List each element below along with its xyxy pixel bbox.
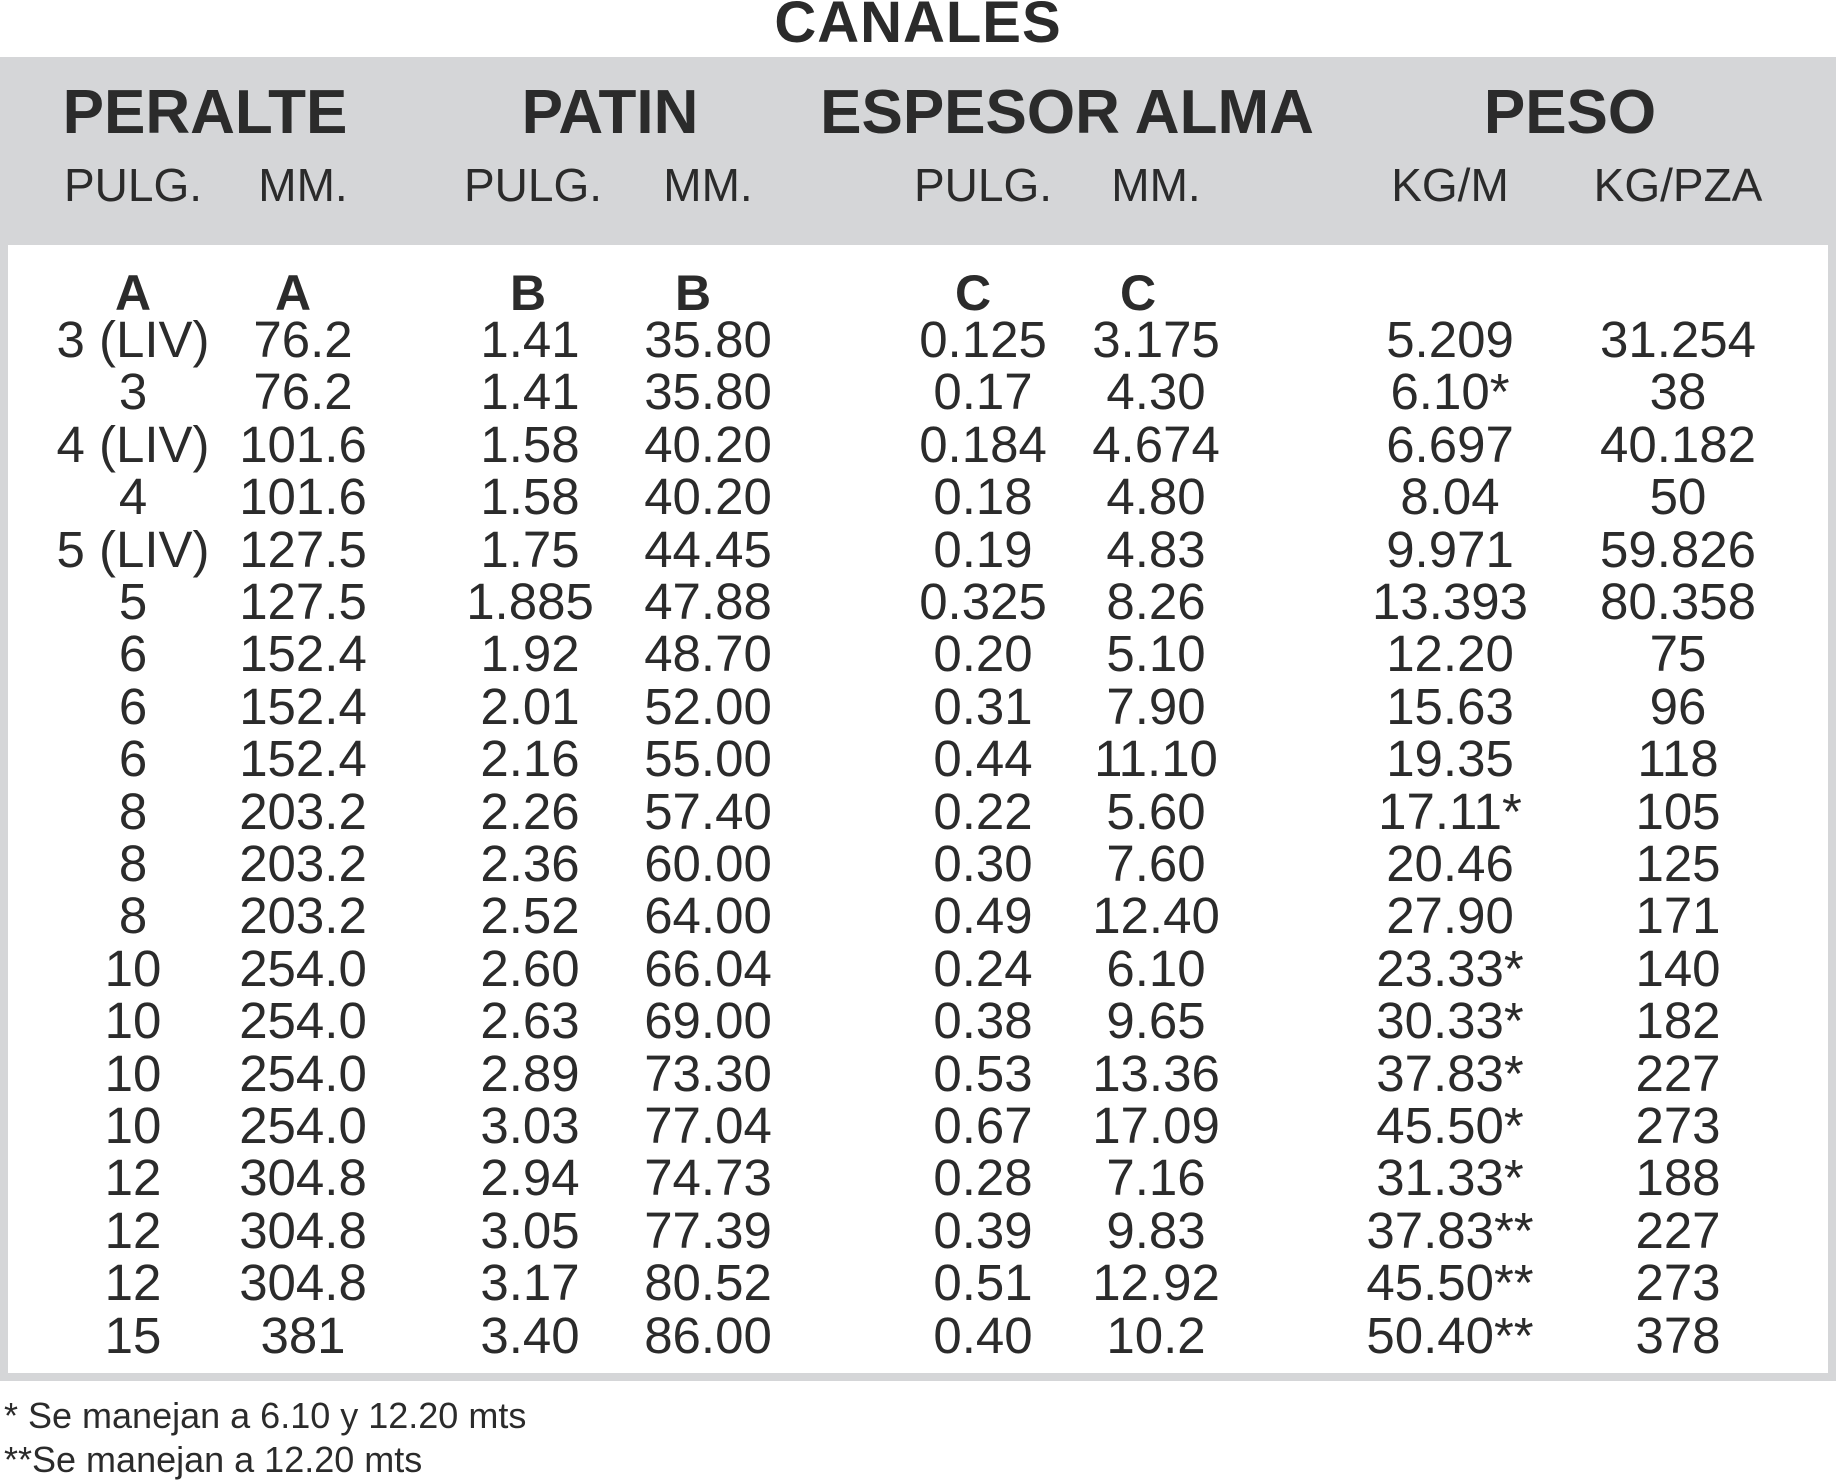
cell-peralte-pulg: 8 bbox=[118, 782, 148, 840]
cell-peso-kgm: 5.209 bbox=[1386, 311, 1514, 368]
cell-alma-mm: 7.16 bbox=[1106, 1149, 1206, 1207]
cell-peralte-pulg: 15 bbox=[104, 1306, 162, 1364]
cell-peralte-mm: 152.4 bbox=[239, 730, 367, 788]
header-espesor-alma: ESPESOR ALMA bbox=[820, 78, 1314, 147]
cell-alma-mm: 9.65 bbox=[1106, 992, 1206, 1050]
cell-patin-pulg: 1.58 bbox=[480, 468, 580, 526]
unit-patin-pulg: PULG. bbox=[463, 159, 603, 211]
cell-patin-mm: 57.40 bbox=[644, 782, 772, 840]
cell-peralte-mm: 76.2 bbox=[253, 363, 353, 421]
cell-alma-pulg: 0.30 bbox=[933, 835, 1033, 892]
cell-peralte-mm: 152.4 bbox=[239, 677, 367, 735]
cell-patin-mm: 40.20 bbox=[644, 468, 772, 526]
cell-peso-kgpza: 50 bbox=[1649, 468, 1707, 526]
cell-peralte-mm: 203.2 bbox=[239, 835, 367, 892]
table-row bbox=[0, 625, 1836, 683]
cell-peso-kgpza: 40.182 bbox=[1600, 415, 1756, 473]
cell-patin-mm: 48.70 bbox=[644, 625, 772, 683]
cell-patin-pulg: 3.05 bbox=[480, 1201, 580, 1259]
cell-peralte-mm: 254.0 bbox=[239, 1044, 367, 1102]
cell-alma-mm: 4.30 bbox=[1106, 363, 1206, 421]
cell-peralte-pulg: 5 bbox=[118, 573, 148, 630]
cell-peso-kgm: 15.63 bbox=[1386, 677, 1514, 735]
dim-a-mm: A bbox=[274, 265, 312, 321]
cell-patin-pulg: 2.94 bbox=[480, 1149, 580, 1207]
cell-peso-kgpza: 227 bbox=[1635, 1044, 1721, 1102]
cell-peralte-pulg: 3 bbox=[118, 363, 148, 421]
cell-patin-mm: 64.00 bbox=[644, 887, 772, 945]
cell-peso-kgpza: 105 bbox=[1635, 782, 1721, 840]
cell-peralte-mm: 381 bbox=[260, 1306, 346, 1364]
table-row bbox=[0, 415, 1836, 473]
cell-alma-pulg: 0.53 bbox=[933, 1044, 1033, 1102]
cell-peso-kgm: 45.50* bbox=[1376, 1097, 1524, 1154]
cell-alma-pulg: 0.49 bbox=[933, 887, 1033, 945]
cell-peso-kgpza: 80.358 bbox=[1600, 573, 1756, 630]
cell-peralte-mm: 203.2 bbox=[239, 782, 367, 840]
cell-alma-pulg: 0.28 bbox=[933, 1149, 1033, 1207]
cell-patin-pulg: 2.01 bbox=[480, 677, 580, 735]
cell-alma-mm: 11.10 bbox=[1094, 730, 1218, 788]
cell-alma-mm: 5.60 bbox=[1106, 782, 1206, 840]
cell-peralte-mm: 127.5 bbox=[239, 520, 367, 578]
cell-peralte-pulg: 10 bbox=[104, 992, 162, 1050]
footnote-single-star: * Se manejan a 6.10 y 12.20 mts bbox=[4, 1395, 527, 1436]
cell-alma-mm: 10.2 bbox=[1106, 1306, 1206, 1364]
cell-peralte-mm: 254.0 bbox=[239, 992, 367, 1050]
cell-patin-mm: 74.73 bbox=[644, 1149, 772, 1207]
unit-alma-pulg: PULG. bbox=[913, 159, 1053, 211]
cell-patin-pulg: 2.60 bbox=[480, 939, 580, 997]
cell-alma-mm: 12.92 bbox=[1092, 1254, 1220, 1312]
cell-peralte-mm: 101.6 bbox=[239, 468, 367, 526]
cell-alma-pulg: 0.39 bbox=[933, 1201, 1033, 1259]
cell-alma-pulg: 0.38 bbox=[933, 992, 1033, 1050]
cell-alma-pulg: 0.17 bbox=[933, 363, 1033, 421]
header-peso: PESO bbox=[1483, 78, 1657, 147]
cell-alma-mm: 17.09 bbox=[1092, 1097, 1220, 1154]
cell-peralte-pulg: 4 bbox=[118, 468, 148, 526]
cell-peso-kgpza: 96 bbox=[1649, 677, 1707, 735]
unit-peralte-mm: MM. bbox=[258, 159, 348, 211]
cell-peralte-mm: 203.2 bbox=[239, 887, 367, 945]
header-patin: PATIN bbox=[521, 78, 699, 147]
unit-alma-mm: MM. bbox=[1111, 159, 1201, 211]
cell-patin-mm: 40.20 bbox=[644, 415, 772, 473]
cell-peso-kgm: 19.35 bbox=[1386, 730, 1514, 788]
cell-peso-kgpza: 378 bbox=[1635, 1306, 1721, 1364]
table-row bbox=[0, 677, 1836, 735]
cell-peso-kgm: 45.50** bbox=[1366, 1254, 1534, 1312]
table-row bbox=[0, 887, 1836, 945]
cell-peralte-mm: 304.8 bbox=[239, 1201, 367, 1259]
table-row bbox=[0, 992, 1836, 1050]
cell-peralte-mm: 152.4 bbox=[239, 625, 367, 683]
cell-peralte-pulg: 6 bbox=[118, 677, 148, 735]
cell-patin-mm: 47.88 bbox=[644, 573, 772, 630]
cell-peralte-mm: 127.5 bbox=[239, 573, 367, 630]
cell-peralte-pulg: 8 bbox=[118, 835, 148, 892]
cell-patin-pulg: 3.17 bbox=[480, 1254, 580, 1312]
cell-peralte-mm: 304.8 bbox=[239, 1149, 367, 1207]
table-row bbox=[0, 573, 1836, 630]
cell-patin-pulg: 3.03 bbox=[480, 1097, 580, 1154]
cell-patin-mm: 35.80 bbox=[644, 363, 772, 421]
cell-alma-mm: 4.674 bbox=[1092, 415, 1220, 473]
cell-alma-pulg: 0.325 bbox=[919, 573, 1047, 630]
cell-alma-pulg: 0.22 bbox=[933, 782, 1033, 840]
cell-peralte-mm: 254.0 bbox=[239, 939, 367, 997]
cell-peso-kgm: 23.33* bbox=[1376, 939, 1524, 997]
cell-alma-mm: 7.60 bbox=[1106, 835, 1206, 892]
cell-alma-mm: 7.90 bbox=[1106, 677, 1206, 735]
cell-patin-mm: 77.39 bbox=[644, 1201, 772, 1259]
dim-c-mm: C bbox=[1119, 265, 1157, 321]
table-row bbox=[0, 730, 1836, 788]
cell-patin-mm: 44.45 bbox=[644, 520, 772, 578]
cell-alma-pulg: 0.31 bbox=[933, 677, 1033, 735]
cell-patin-mm: 73.30 bbox=[644, 1044, 772, 1102]
cell-peso-kgm: 50.40** bbox=[1366, 1306, 1534, 1364]
cell-peso-kgpza: 59.826 bbox=[1600, 520, 1756, 578]
cell-peralte-pulg: 3 (LIV) bbox=[56, 311, 210, 368]
table-row bbox=[0, 1044, 1836, 1102]
cell-peso-kgm: 20.46 bbox=[1386, 835, 1514, 892]
table-row bbox=[0, 311, 1836, 368]
cell-peralte-pulg: 4 (LIV) bbox=[56, 415, 210, 473]
cell-peralte-pulg: 10 bbox=[104, 1097, 162, 1154]
cell-peso-kgm: 31.33* bbox=[1376, 1149, 1524, 1207]
cell-patin-pulg: 1.41 bbox=[480, 363, 580, 421]
cell-peso-kgpza: 75 bbox=[1649, 625, 1707, 683]
cell-peso-kgm: 6.10* bbox=[1390, 363, 1510, 421]
cell-alma-mm: 4.83 bbox=[1106, 520, 1206, 578]
cell-peralte-pulg: 12 bbox=[104, 1149, 162, 1207]
cell-peso-kgpza: 182 bbox=[1635, 992, 1721, 1050]
cell-peso-kgm: 27.90 bbox=[1386, 887, 1514, 945]
footnote-double-star: **Se manejan a 12.20 mts bbox=[4, 1439, 423, 1480]
cell-patin-pulg: 2.52 bbox=[480, 887, 580, 945]
cell-peso-kgm: 30.33* bbox=[1376, 992, 1524, 1050]
cell-alma-pulg: 0.24 bbox=[933, 939, 1033, 997]
cell-alma-pulg: 0.67 bbox=[933, 1097, 1033, 1154]
cell-peralte-pulg: 12 bbox=[104, 1254, 162, 1312]
cell-peso-kgm: 9.971 bbox=[1386, 520, 1514, 578]
cell-patin-pulg: 2.89 bbox=[480, 1044, 580, 1102]
cell-peso-kgpza: 140 bbox=[1635, 939, 1721, 997]
cell-patin-pulg: 2.16 bbox=[480, 730, 580, 788]
cell-patin-pulg: 2.26 bbox=[480, 782, 580, 840]
table-row bbox=[0, 1097, 1836, 1154]
cell-peralte-mm: 254.0 bbox=[239, 1097, 367, 1154]
table-row bbox=[0, 1201, 1836, 1259]
cell-patin-pulg: 1.75 bbox=[480, 520, 580, 578]
table-row bbox=[0, 363, 1836, 421]
cell-peso-kgpza: 31.254 bbox=[1600, 311, 1756, 368]
cell-peso-kgm: 17.11* bbox=[1378, 782, 1522, 840]
table-row bbox=[0, 782, 1836, 840]
dim-a-pulg: A bbox=[114, 265, 152, 321]
cell-peralte-pulg: 5 (LIV) bbox=[56, 520, 210, 578]
cell-alma-mm: 8.26 bbox=[1106, 573, 1206, 630]
dim-c-pulg: C bbox=[954, 265, 992, 321]
cell-peso-kgm: 13.393 bbox=[1372, 573, 1528, 630]
table-row bbox=[0, 939, 1836, 997]
cell-peso-kgm: 8.04 bbox=[1400, 468, 1500, 526]
cell-patin-pulg: 1.92 bbox=[480, 625, 580, 683]
cell-alma-pulg: 0.184 bbox=[919, 415, 1047, 473]
table-row bbox=[0, 1254, 1836, 1312]
cell-peralte-pulg: 10 bbox=[104, 1044, 162, 1102]
cell-patin-mm: 69.00 bbox=[644, 992, 772, 1050]
cell-alma-pulg: 0.20 bbox=[933, 625, 1033, 683]
cell-alma-pulg: 0.51 bbox=[933, 1254, 1033, 1312]
table-row bbox=[0, 1149, 1836, 1207]
cell-peso-kgm: 37.83** bbox=[1366, 1201, 1534, 1259]
cell-patin-pulg: 2.63 bbox=[480, 992, 580, 1050]
cell-peso-kgpza: 118 bbox=[1637, 730, 1719, 788]
cell-peso-kgpza: 38 bbox=[1649, 363, 1707, 421]
cell-peso-kgpza: 171 bbox=[1635, 887, 1721, 945]
cell-alma-mm: 4.80 bbox=[1106, 468, 1206, 526]
cell-peralte-pulg: 8 bbox=[118, 887, 148, 945]
cell-peralte-pulg: 6 bbox=[118, 625, 148, 683]
unit-peso-kgm: KG/M bbox=[1391, 159, 1509, 211]
page-title: CANALES bbox=[774, 0, 1062, 55]
cell-peso-kgm: 6.697 bbox=[1386, 415, 1514, 473]
cell-alma-mm: 5.10 bbox=[1106, 625, 1206, 683]
cell-peralte-mm: 76.2 bbox=[253, 311, 353, 368]
header-peralte: PERALTE bbox=[62, 78, 348, 147]
cell-peso-kgm: 12.20 bbox=[1386, 625, 1514, 683]
cell-alma-mm: 3.175 bbox=[1092, 311, 1220, 368]
cell-peralte-mm: 304.8 bbox=[239, 1254, 367, 1312]
cell-peso-kgpza: 273 bbox=[1635, 1097, 1721, 1154]
cell-alma-mm: 9.83 bbox=[1106, 1201, 1206, 1259]
cell-patin-pulg: 2.36 bbox=[480, 835, 580, 892]
cell-peso-kgpza: 188 bbox=[1635, 1149, 1721, 1207]
cell-peralte-pulg: 6 bbox=[118, 730, 148, 788]
cell-peso-kgpza: 227 bbox=[1635, 1201, 1721, 1259]
cell-alma-mm: 12.40 bbox=[1092, 887, 1220, 945]
cell-patin-mm: 35.80 bbox=[644, 311, 772, 368]
cell-peso-kgm: 37.83* bbox=[1376, 1044, 1524, 1102]
cell-alma-mm: 6.10 bbox=[1106, 939, 1206, 997]
cell-alma-pulg: 0.40 bbox=[933, 1306, 1033, 1364]
unit-peso-kgpza: KG/PZA bbox=[1593, 159, 1763, 211]
cell-alma-pulg: 0.125 bbox=[919, 311, 1047, 368]
cell-peso-kgpza: 125 bbox=[1635, 835, 1721, 892]
cell-patin-pulg: 3.40 bbox=[480, 1306, 580, 1364]
table-row bbox=[0, 520, 1836, 578]
cell-patin-pulg: 1.58 bbox=[480, 415, 580, 473]
cell-patin-mm: 52.00 bbox=[644, 677, 772, 735]
cell-patin-mm: 55.00 bbox=[644, 730, 772, 788]
cell-patin-mm: 86.00 bbox=[644, 1306, 772, 1364]
dim-b-mm: B bbox=[674, 265, 712, 321]
cell-peralte-pulg: 12 bbox=[104, 1201, 162, 1259]
cell-patin-mm: 77.04 bbox=[644, 1097, 772, 1154]
cell-peralte-pulg: 10 bbox=[104, 939, 162, 997]
dim-b-pulg: B bbox=[509, 265, 547, 321]
cell-patin-mm: 80.52 bbox=[644, 1254, 772, 1312]
cell-alma-pulg: 0.19 bbox=[933, 520, 1033, 578]
table-row bbox=[0, 1306, 1836, 1364]
unit-peralte-pulg: PULG. bbox=[63, 159, 203, 211]
table-row bbox=[0, 835, 1836, 892]
cell-alma-pulg: 0.44 bbox=[933, 730, 1033, 788]
cell-patin-pulg: 1.885 bbox=[466, 573, 594, 630]
cell-alma-mm: 13.36 bbox=[1092, 1044, 1220, 1102]
cell-patin-mm: 60.00 bbox=[644, 835, 772, 892]
unit-patin-mm: MM. bbox=[663, 159, 753, 211]
cell-patin-mm: 66.04 bbox=[644, 939, 772, 997]
table-row bbox=[0, 468, 1836, 526]
cell-peralte-mm: 101.6 bbox=[239, 415, 367, 473]
cell-peso-kgpza: 273 bbox=[1635, 1254, 1721, 1312]
cell-patin-pulg: 1.41 bbox=[480, 311, 580, 368]
cell-alma-pulg: 0.18 bbox=[933, 468, 1033, 526]
